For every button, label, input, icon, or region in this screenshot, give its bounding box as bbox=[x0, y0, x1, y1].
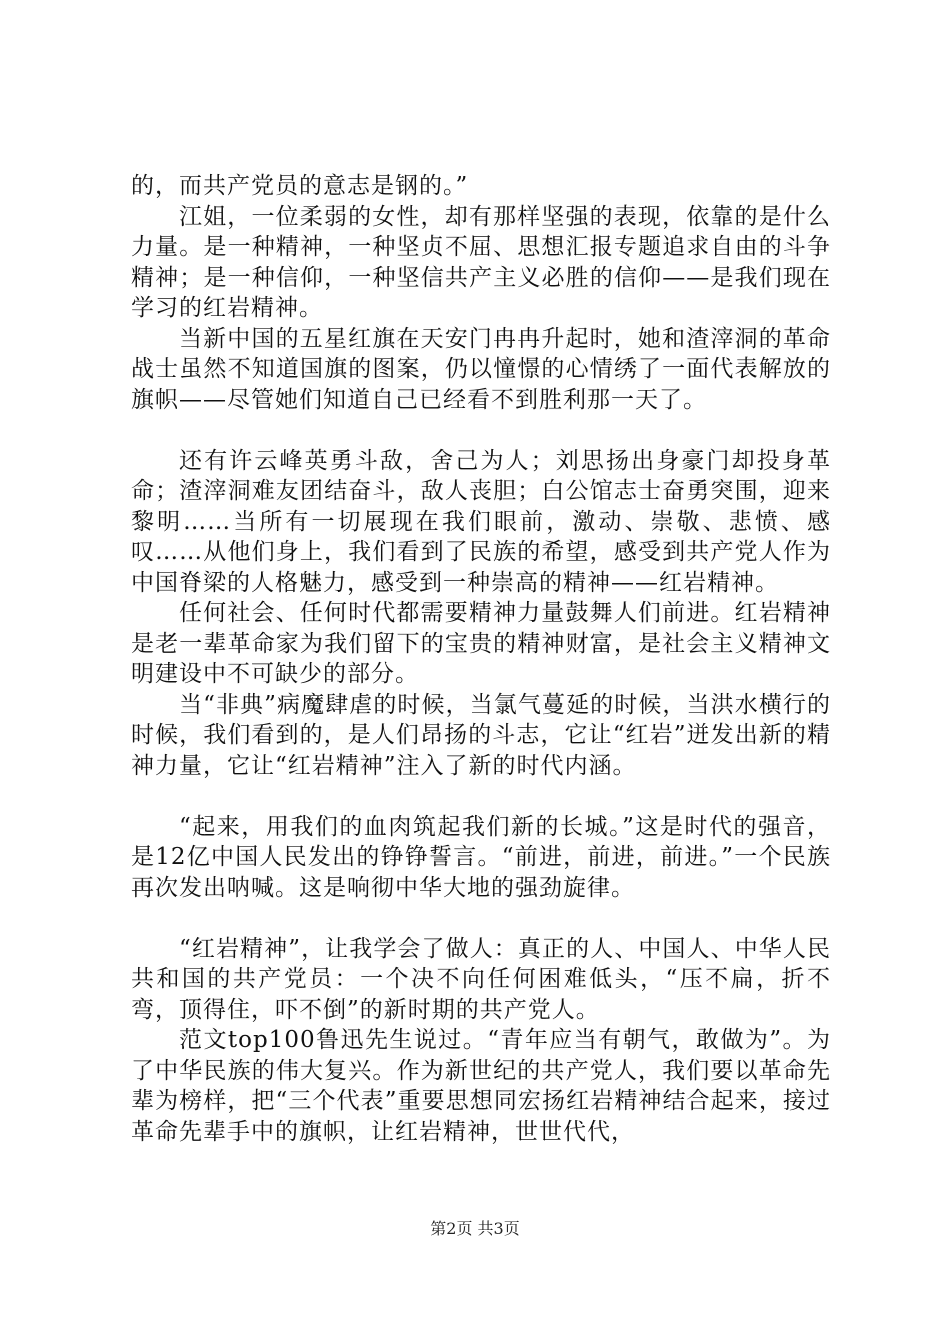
paragraph-9: 范文top100鲁迅先生说过。“青年应当有朝气，敢做为”。为了中华民族的伟大复兴。作为新世纪的共产党人，我们要以革命先辈为榜样，把“三个代表”重要思想同宏扬红岩精神结合起来，接过革命先辈手中的旗帜，让红岩精神，世世代代， bbox=[131, 1027, 831, 1145]
paragraph-7: “起来，用我们的血肉筑起我们新的长城。”这是时代的强音，是12亿中国人民发出的铮铮誓言。“前进，前进，前进。”一个民族再次发出呐喊。这是响彻中华大地的强劲旋律。 bbox=[131, 813, 831, 901]
document-body bbox=[131, 171, 831, 1147]
paragraph-8: “红岩精神”，让我学会了做人：真正的人、中国人、中华人民共和国的共产党员：一个决不向任何困难低头，“压不扁，折不弯，顶得住，吓不倒”的新时期的共产党人。 bbox=[131, 935, 831, 1023]
paragraph-1: 的，而共产党员的意志是钢的。” bbox=[131, 173, 469, 199]
paragraph-4: 还有许云峰英勇斗敌，舍己为人；刘思扬出身豪门却投身革命；渣滓洞难友团结奋斗，敌人丧胆；白公馆志士奋勇突围，迎来黎明……当所有一切展现在我们眼前，激动、崇敬、悲愤、感叹……从他们身上，我们看到了民族的希望，感受到共产党人作为中国脊梁的人格魅力，感受到一种崇高的精神——红岩精神。 bbox=[131, 447, 831, 596]
paragraph-5: 任何社会、任何时代都需要精神力量鼓舞人们前进。红岩精神是老一辈革命家为我们留下的宝贵的精神财富，是社会主义精神文明建设中不可缺少的部分。 bbox=[131, 600, 831, 687]
page-footer: 第2页 共3页 bbox=[430, 1219, 520, 1238]
paragraph-gap bbox=[131, 781, 831, 812]
paragraph-gap bbox=[131, 415, 831, 446]
paragraph-gap bbox=[131, 903, 831, 934]
paragraph-6: 当“非典”病魔肆虐的时候，当氯气蔓延的时候，当洪水横行的时候，我们看到的，是人们昂扬的斗志，它让“红岩”迸发出新的精神力量，它让“红岩精神”注入了新的时代内涵。 bbox=[131, 691, 831, 779]
paragraph-2: 江姐，一位柔弱的女性，却有那样坚强的表现，依靠的是什么力量。是一种精神，一种坚贞不屈、思想汇报专题追求自由的斗争精神；是一种信仰，一种坚信共产主义必胜的信仰——是我们现在学习的红岩精神。 bbox=[131, 203, 831, 321]
paragraph-3: 当新中国的五星红旗在天安门冉冉升起时，她和渣滓洞的革命战士虽然不知道国旗的图案，仍以憧憬的心情绣了一面代表解放的旗帜——尽管她们知道自己已经看不到胜利那一天了。 bbox=[131, 325, 831, 413]
